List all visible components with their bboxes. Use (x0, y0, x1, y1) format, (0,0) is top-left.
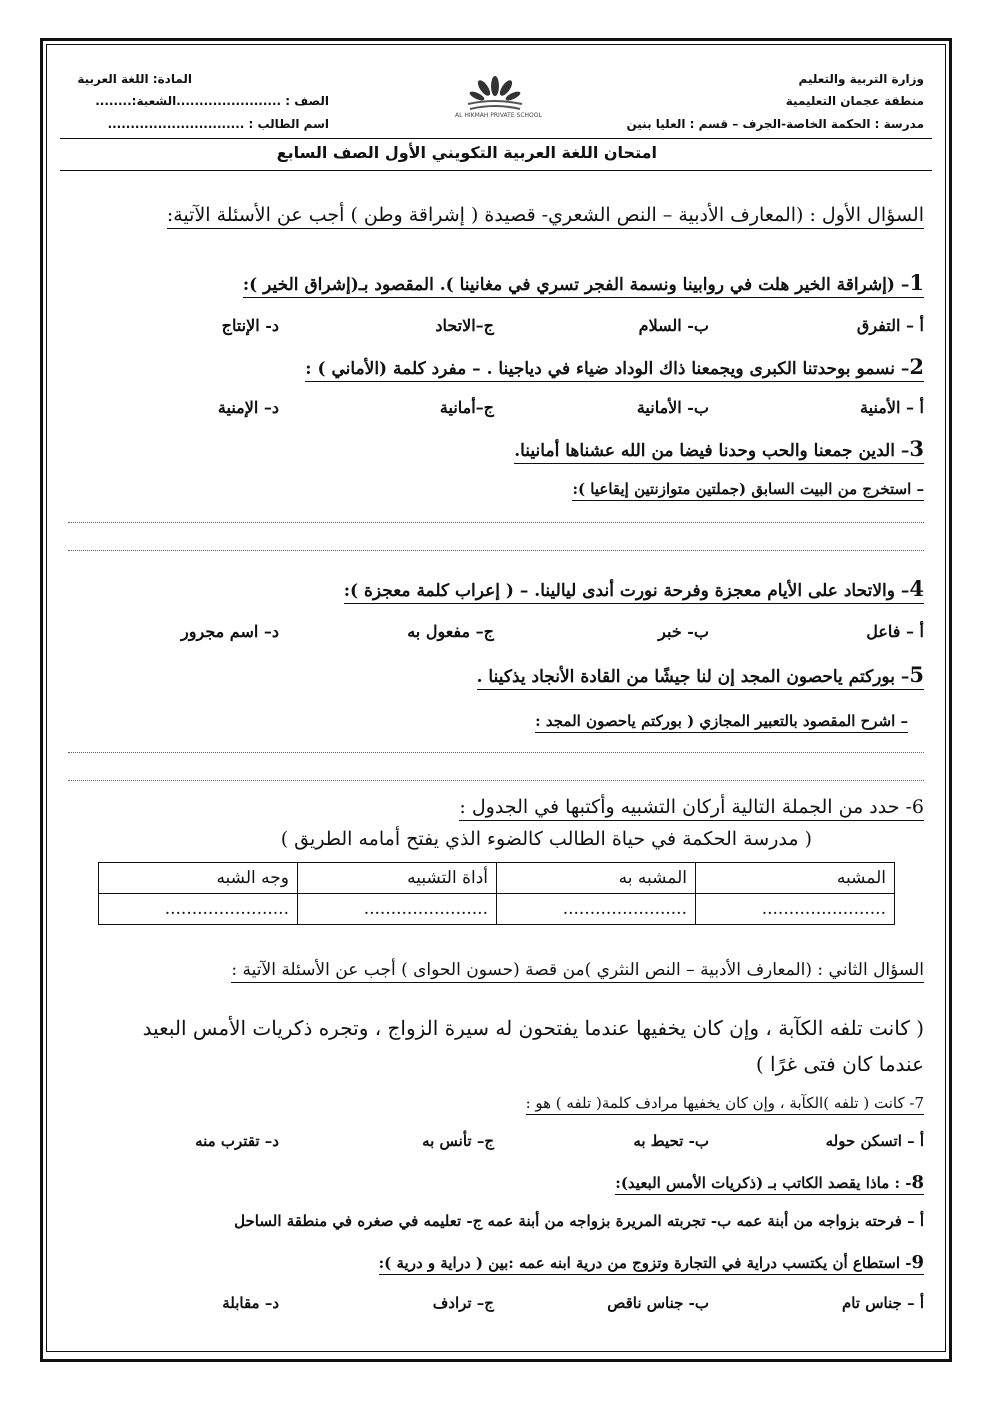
ministry: وزارة التربية والتعليم (798, 72, 924, 86)
q7-text: 7- كانت ( تلفه )الكآبة ، وإن كان يخفيها مرادف كلمة( تلفه ) هو : (526, 1094, 924, 1115)
student-name-field: اسم الطالب : .............................. (107, 117, 329, 131)
q5-text: – بوركتم ياحصون المجد إن لنا جيشًا من القادة الأنجاد يذكينا . (476, 667, 910, 687)
q8-number: 8 (911, 1172, 924, 1193)
q7-option-c[interactable]: ج– تأنس به (422, 1132, 494, 1150)
subject: المادة: اللغة العربية (77, 72, 192, 86)
q1-option-a[interactable]: أ – التفرق (856, 316, 924, 335)
q2-option-c[interactable]: ج–أمانية (439, 398, 494, 417)
q1-text: – (إشراقة الخير هلت في روابينا ونسمة الفجر تسري في مغانينا ). المقصود بـ(إشراق الخير ): (242, 275, 910, 295)
q6-sentence: ( مدرسة الحكمة في حياة الطالب كالضوء الذي يفتح أمامه الطريق ) (280, 828, 812, 850)
q2-text: – نسمو بوحدتنا الكبرى ويجمعنا ذاك الوداد ضياء في دياجينا . – مفرد كلمة (الأماني ) : (305, 359, 910, 379)
header-mushabbah-bih: المشبه به (497, 863, 696, 894)
q8-text: - : ماذا يقصد الكاتب بـ (ذكريات الأمس البعيد): (615, 1174, 912, 1192)
q5-subquestion: – اشرح المقصود بالتعبير المجازي ( بوركتم ياحصون المجد : (535, 712, 908, 733)
simile-table (98, 862, 895, 925)
answer-line[interactable] (68, 522, 924, 523)
q1-option-d[interactable]: د- الإنتاج (221, 316, 279, 335)
answer-line[interactable] (68, 752, 924, 753)
answer-cell[interactable]: ....................... (497, 894, 696, 925)
answer-line[interactable] (68, 550, 924, 551)
q3-subquestion: – استخرج من البيت السابق (جملتين متوازنتين إيقاعيا ): (572, 480, 924, 501)
answer-cell[interactable]: ....................... (696, 894, 895, 925)
q4-option-d[interactable]: د– اسم مجرور (181, 622, 279, 641)
q3-number: 3 (909, 436, 924, 461)
page-border-inner (46, 44, 946, 1352)
answer-line[interactable] (68, 780, 924, 781)
q9-options (64, 1294, 924, 1312)
q2-options (64, 398, 924, 417)
answer-cell[interactable]: ....................... (99, 894, 298, 925)
q7-option-b[interactable]: ب- تحيط به (633, 1132, 709, 1150)
q2-option-a[interactable]: أ – الأمنية (860, 398, 924, 417)
divider (60, 170, 932, 171)
q9-option-d[interactable]: د– مقابلة (222, 1294, 279, 1312)
section1-title: السؤال الأول : (المعارف الأدبية – النص الشعري- قصيدة ( إشراقة وطن ) أجب عن الأسئلة الآتية: (167, 204, 924, 229)
q2-option-b[interactable]: ب- الأمانية (636, 398, 709, 417)
q9-option-a[interactable]: أ – جناس تام (841, 1294, 924, 1312)
q4-option-b[interactable]: ب- خبر (658, 622, 709, 641)
q4-text: – والاتحاد على الأيام معجزة وفرحة نورت أندى ليالينا. – ( إعراب كلمة معجزة ): (343, 581, 910, 601)
q9-option-b[interactable]: ب- جناس ناقص (607, 1294, 709, 1312)
logo-text: AL HIKMAH PRIVATE SCHOOL (455, 112, 542, 119)
q9-option-c[interactable]: ج– ترادف (432, 1294, 494, 1312)
header-adat: أداة التشبيه (298, 863, 497, 894)
q5-number: 5 (909, 662, 924, 687)
q8-options[interactable]: أ – فرحته بزواجه من أبنة عمه ب- تجربته المريرة بزواجه من أبنة عمه ج- تعليمه في صغره في منطقة الساحل (234, 1212, 924, 1230)
q4-options (64, 622, 924, 641)
q6-text: 6- حدد من الجملة التالية أركان التشبيه وأكتبها في الجدول : (459, 796, 924, 821)
header-wajh: وجه الشبه (99, 863, 298, 894)
passage-line-1: ( كانت تلفه الكآبة ، وإن كان يخفيها عندما يفتحون له سيرة الزواج ، وتجره ذكريات الأمس البعيد (142, 1016, 924, 1040)
q3-text: – الدين جمعنا والحب وحدنا فيضا من الله عشناها أمانينا. (514, 441, 910, 461)
q1-number: 1 (909, 270, 924, 295)
answer-cell[interactable]: ....................... (298, 894, 497, 925)
q2-option-d[interactable]: د– الإمنية (217, 398, 279, 417)
q1-option-b[interactable]: ب- السلام (638, 316, 709, 335)
q9-text: - استطاع أن يكتسب دراية في التجارة وتزوج من درية ابنه عمه :بين ( دراية و درية ): (378, 1254, 912, 1272)
q1-options (64, 316, 924, 335)
divider (60, 138, 932, 139)
q1-option-c[interactable]: ج–الاتحاد (435, 316, 494, 335)
class-field: الصف : .......................الشعبة:........ (95, 94, 329, 108)
q7-option-d[interactable]: د– تقترب منه (195, 1132, 279, 1150)
header-mushabbah: المشبه (696, 863, 895, 894)
exam-title: امتحان اللغة العربية التكويني الأول الصف السابع (276, 143, 657, 162)
q4-option-c[interactable]: ج– مفعول به (407, 622, 494, 641)
section2-title: السؤال الثاني : (المعارف الأدبية – النص النثري )من قصة (حسون الحواى ) أجب عن الأسئلة الآتية : (231, 960, 924, 983)
school: مدرسة : الحكمة الخاصة-الجرف – قسم : العليا بنين (626, 117, 924, 131)
q4-option-a[interactable]: أ – فاعل (866, 622, 924, 641)
q7-options (64, 1132, 924, 1150)
q7-option-a[interactable]: أ – اتسكن حوله (825, 1132, 924, 1150)
q4-number: 4 (909, 576, 924, 601)
q2-number: 2 (909, 354, 924, 379)
zone: منطقة عجمان التعليمية (785, 94, 924, 108)
passage-line-2: عندما كان فتى غرًا ) (755, 1052, 924, 1076)
q9-number: 9 (911, 1252, 924, 1273)
